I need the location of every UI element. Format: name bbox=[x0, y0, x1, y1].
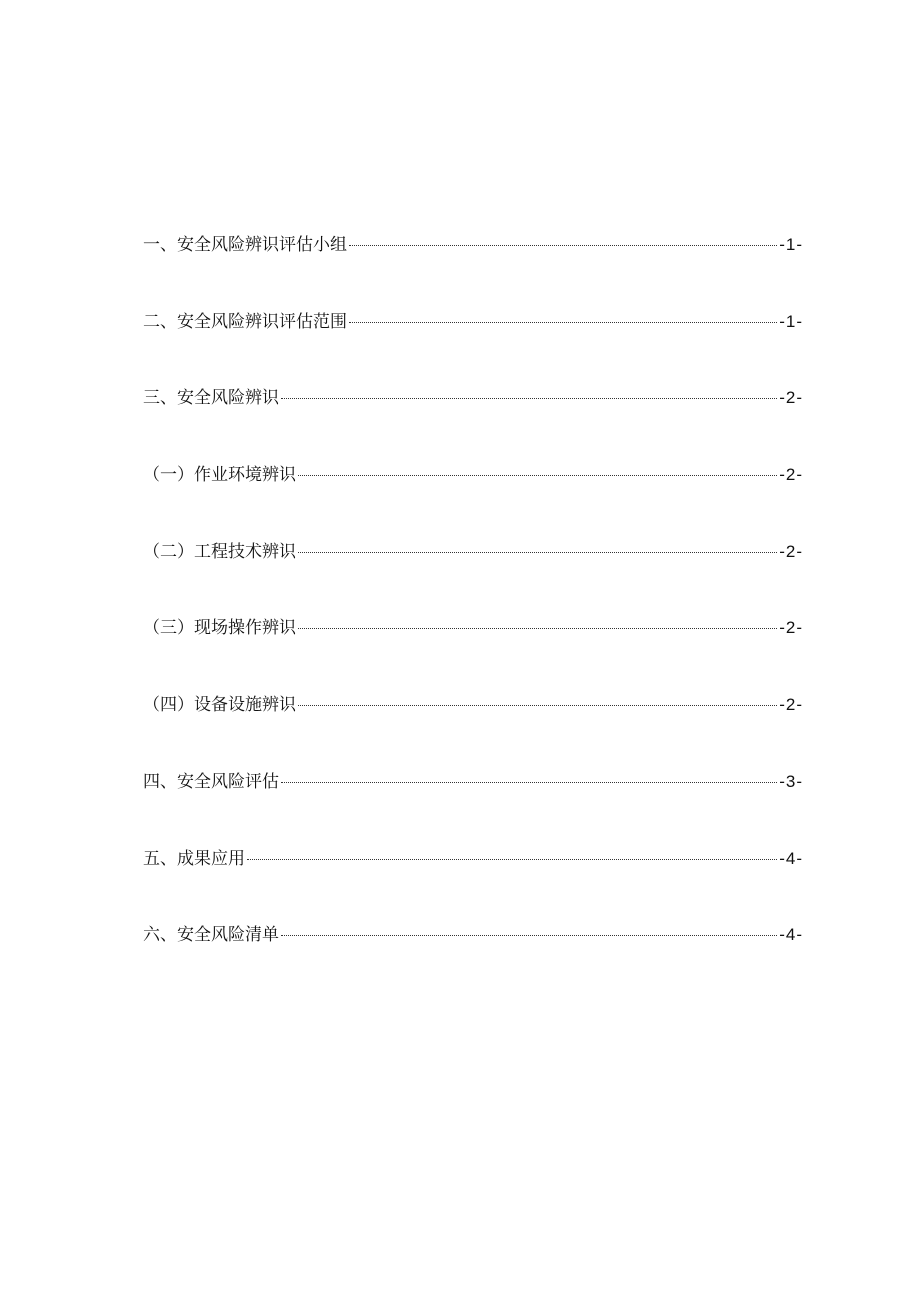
toc-entry-page: -4- bbox=[779, 925, 803, 945]
toc-dot-leader bbox=[281, 782, 777, 783]
toc-dot-leader bbox=[281, 935, 777, 936]
toc-entry[interactable] bbox=[143, 844, 803, 921]
toc-entry[interactable] bbox=[143, 230, 803, 307]
toc-entry[interactable] bbox=[143, 613, 803, 690]
toc-dot-leader bbox=[298, 552, 777, 553]
toc-dot-leader bbox=[298, 628, 777, 629]
toc-entry-title: 二、安全风险辨识评估范围 bbox=[143, 311, 347, 332]
toc-entry-page: -2- bbox=[779, 618, 803, 638]
toc-entry[interactable] bbox=[143, 920, 803, 997]
toc-entry-page: -4- bbox=[779, 848, 803, 868]
table-of-contents bbox=[143, 230, 803, 997]
toc-entry[interactable] bbox=[143, 307, 803, 384]
toc-entry-title: （三）现场操作辨识 bbox=[143, 618, 296, 639]
toc-entry[interactable] bbox=[143, 460, 803, 537]
toc-entry-page: -2- bbox=[779, 465, 803, 485]
toc-entry-title: （四）设备设施辨识 bbox=[143, 695, 296, 716]
toc-entry[interactable] bbox=[143, 383, 803, 460]
toc-dot-leader bbox=[247, 859, 777, 860]
toc-entry-title: 一、安全风险辨识评估小组 bbox=[143, 235, 347, 255]
toc-entry-title: 三、安全风险辨识 bbox=[143, 388, 279, 409]
toc-entry-title: 四、安全风险评估 bbox=[143, 771, 279, 792]
toc-dot-leader bbox=[349, 322, 777, 323]
toc-entry-page: -2- bbox=[779, 695, 803, 715]
toc-entry-title: （一）作业环境辨识 bbox=[143, 465, 296, 486]
toc-dot-leader bbox=[298, 475, 777, 476]
toc-entry[interactable] bbox=[143, 537, 803, 614]
toc-dot-leader bbox=[298, 705, 777, 706]
toc-entry[interactable] bbox=[143, 690, 803, 767]
toc-entry-title: 六、安全风险清单 bbox=[143, 925, 279, 946]
toc-entry-page: -2- bbox=[779, 541, 803, 561]
toc-entry-page: -1- bbox=[779, 311, 803, 331]
toc-dot-leader bbox=[281, 398, 777, 399]
toc-entry[interactable] bbox=[143, 767, 803, 844]
toc-entry-page: -2- bbox=[779, 388, 803, 408]
toc-entry-title: 五、成果应用 bbox=[143, 848, 245, 869]
toc-dot-leader bbox=[349, 245, 777, 246]
toc-entry-page: -3- bbox=[779, 771, 803, 791]
toc-entry-page: -1- bbox=[779, 235, 803, 254]
toc-entry-title: （二）工程技术辨识 bbox=[143, 541, 296, 562]
